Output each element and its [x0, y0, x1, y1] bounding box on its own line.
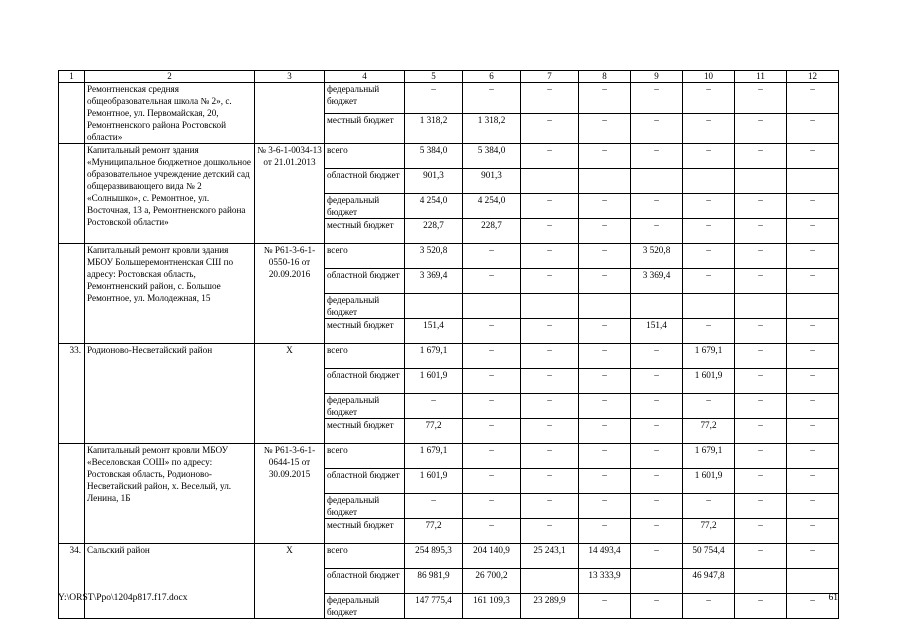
amount-cell: – — [631, 194, 683, 219]
amount-cell: – — [521, 369, 579, 394]
amount-cell: 1 679,1 — [683, 344, 735, 369]
amount-cell: – — [463, 469, 521, 494]
amount-cell: – — [463, 83, 521, 114]
amount-cell: – — [631, 83, 683, 114]
document-number-cell — [255, 83, 325, 144]
amount-cell: 1 601,9 — [405, 369, 463, 394]
amount-cell — [521, 169, 579, 194]
amount-cell: 1 679,1 — [405, 344, 463, 369]
funding-source-cell: местный бюджет — [325, 519, 405, 544]
funding-source-cell: местный бюджет — [325, 319, 405, 344]
amount-cell — [683, 294, 735, 319]
funding-source-cell: областной бюджет — [325, 569, 405, 594]
amount-cell: – — [521, 519, 579, 544]
amount-cell: – — [683, 594, 735, 619]
amount-cell: 14 493,4 — [579, 544, 631, 569]
amount-cell: – — [735, 269, 787, 294]
file-path-footer: Y:\ORST\Ppo\1204p817.f17.docx — [58, 593, 188, 603]
amount-cell: – — [631, 444, 683, 469]
amount-cell: 1 679,1 — [683, 444, 735, 469]
amount-cell: – — [787, 219, 839, 244]
amount-cell: – — [579, 319, 631, 344]
amount-cell — [735, 169, 787, 194]
amount-cell: – — [683, 394, 735, 419]
row-number-cell — [59, 444, 85, 544]
column-number-8: 8 — [579, 71, 631, 83]
amount-cell: – — [683, 194, 735, 219]
amount-cell: – — [521, 194, 579, 219]
funding-source-cell: федеральный бюджет — [325, 594, 405, 619]
amount-cell: – — [787, 419, 839, 444]
funding-source-cell: местный бюджет — [325, 113, 405, 144]
amount-cell — [683, 169, 735, 194]
amount-cell: – — [631, 419, 683, 444]
funding-source-cell: областной бюджет — [325, 269, 405, 294]
amount-cell: – — [579, 594, 631, 619]
amount-cell — [521, 294, 579, 319]
amount-cell: – — [579, 494, 631, 519]
funding-source-cell: местный бюджет — [325, 219, 405, 244]
amount-cell: – — [579, 344, 631, 369]
row-number-cell: 34. — [59, 544, 85, 619]
document-number-cell: № Р61-3-6-1-0644-15 от 30.09.2015 — [255, 444, 325, 544]
amount-cell: – — [521, 113, 579, 144]
funding-source-cell: всего — [325, 244, 405, 269]
object-name-cell: Родионово-Несветайский район — [85, 344, 255, 444]
amount-cell: – — [735, 544, 787, 569]
amount-cell: – — [735, 113, 787, 144]
amount-cell: 151,4 — [631, 319, 683, 344]
amount-cell: – — [735, 594, 787, 619]
amount-cell — [631, 294, 683, 319]
object-name-cell: Капитальный ремонт кровли МБОУ «Веселовская СОШ» по адресу: Ростовская область, Родионово-Несветайский район, х. Веселый, ул. Ленина, 1Б — [85, 444, 255, 544]
column-number-4: 4 — [325, 71, 405, 83]
amount-cell: – — [787, 519, 839, 544]
amount-cell: – — [405, 83, 463, 114]
column-number-1: 1 — [59, 71, 85, 83]
amount-cell: – — [683, 244, 735, 269]
amount-cell: – — [579, 444, 631, 469]
amount-cell: 77,2 — [405, 419, 463, 444]
amount-cell: – — [463, 244, 521, 269]
amount-cell: – — [405, 494, 463, 519]
amount-cell: – — [735, 444, 787, 469]
amount-cell: – — [631, 544, 683, 569]
amount-cell: – — [683, 319, 735, 344]
amount-cell: – — [463, 419, 521, 444]
amount-cell: – — [405, 394, 463, 419]
amount-cell: – — [463, 444, 521, 469]
amount-cell: 50 754,4 — [683, 544, 735, 569]
amount-cell: – — [521, 394, 579, 419]
amount-cell: – — [521, 469, 579, 494]
document-number-cell: Х — [255, 544, 325, 619]
amount-cell: – — [787, 319, 839, 344]
amount-cell: 77,2 — [683, 519, 735, 544]
object-name-cell: Сальский район — [85, 544, 255, 619]
amount-cell: – — [735, 83, 787, 114]
amount-cell — [631, 169, 683, 194]
amount-cell: – — [579, 83, 631, 114]
table-body — [59, 71, 839, 619]
table-row — [59, 344, 839, 369]
column-number-5: 5 — [405, 71, 463, 83]
funding-source-cell: всего — [325, 444, 405, 469]
amount-cell: – — [579, 144, 631, 169]
amount-cell: – — [735, 219, 787, 244]
amount-cell: – — [579, 394, 631, 419]
amount-cell: – — [631, 344, 683, 369]
amount-cell: – — [787, 113, 839, 144]
amount-cell — [579, 169, 631, 194]
amount-cell: – — [521, 269, 579, 294]
amount-cell: – — [631, 113, 683, 144]
funding-source-cell: областной бюджет — [325, 169, 405, 194]
amount-cell: 3 520,8 — [631, 244, 683, 269]
amount-cell: 901,3 — [405, 169, 463, 194]
column-number-row — [59, 71, 839, 83]
row-number-cell — [59, 244, 85, 344]
column-number-6: 6 — [463, 71, 521, 83]
amount-cell: – — [631, 219, 683, 244]
budget-table — [58, 70, 839, 619]
amount-cell: – — [787, 144, 839, 169]
amount-cell: 1 679,1 — [405, 444, 463, 469]
amount-cell — [405, 294, 463, 319]
amount-cell: 1 601,9 — [683, 469, 735, 494]
funding-source-cell: федеральный бюджет — [325, 194, 405, 219]
column-number-12: 12 — [787, 71, 839, 83]
amount-cell: – — [631, 494, 683, 519]
column-number-9: 9 — [631, 71, 683, 83]
amount-cell: – — [787, 194, 839, 219]
amount-cell: – — [787, 544, 839, 569]
funding-source-cell: федеральный бюджет — [325, 83, 405, 114]
amount-cell: – — [521, 83, 579, 114]
funding-source-cell: федеральный бюджет — [325, 494, 405, 519]
amount-cell — [735, 569, 787, 594]
amount-cell: – — [683, 113, 735, 144]
amount-cell: – — [787, 83, 839, 114]
amount-cell: – — [735, 194, 787, 219]
object-name-cell: Капитальный ремонт кровли здания МБОУ Большеремонтненская СШ по адресу: Ростовская область, Ремонтненский район, с. Большое Ремонтное, ул. Молодежная, 15 — [85, 244, 255, 344]
amount-cell: – — [463, 344, 521, 369]
funding-source-cell: всего — [325, 344, 405, 369]
amount-cell — [579, 294, 631, 319]
document-number-cell: Х — [255, 344, 325, 444]
amount-cell: – — [735, 144, 787, 169]
funding-source-cell: областной бюджет — [325, 369, 405, 394]
column-number-7: 7 — [521, 71, 579, 83]
amount-cell: – — [631, 144, 683, 169]
amount-cell: – — [631, 519, 683, 544]
amount-cell: – — [463, 519, 521, 544]
amount-cell: – — [787, 369, 839, 394]
table-row — [59, 244, 839, 269]
amount-cell — [787, 169, 839, 194]
amount-cell: 228,7 — [405, 219, 463, 244]
amount-cell: – — [579, 269, 631, 294]
funding-source-cell: федеральный бюджет — [325, 294, 405, 319]
amount-cell: – — [631, 469, 683, 494]
amount-cell: – — [579, 113, 631, 144]
table-row — [59, 83, 839, 114]
amount-cell — [787, 569, 839, 594]
column-number-11: 11 — [735, 71, 787, 83]
row-number-cell — [59, 83, 85, 144]
object-name-cell: Ремонтненская средняя общеобразовательная школа № 2», с. Ремонтное, ул. Первомайская, 20, Ремонтненского района Ростовской области» — [85, 83, 255, 144]
amount-cell: 26 700,2 — [463, 569, 521, 594]
amount-cell — [631, 569, 683, 594]
amount-cell: 204 140,9 — [463, 544, 521, 569]
amount-cell: – — [735, 494, 787, 519]
amount-cell: – — [631, 594, 683, 619]
amount-cell: – — [521, 219, 579, 244]
funding-source-cell: всего — [325, 144, 405, 169]
amount-cell: – — [735, 319, 787, 344]
amount-cell: – — [735, 369, 787, 394]
amount-cell: – — [787, 444, 839, 469]
amount-cell: 3 520,8 — [405, 244, 463, 269]
amount-cell — [521, 569, 579, 594]
amount-cell — [787, 294, 839, 319]
amount-cell: 1 601,9 — [683, 369, 735, 394]
amount-cell: 77,2 — [405, 519, 463, 544]
document-number-cell: № 3-6-1-0034-13 от 21.01.2013 — [255, 144, 325, 244]
amount-cell: – — [579, 194, 631, 219]
funding-source-cell: местный бюджет — [325, 419, 405, 444]
amount-cell: – — [787, 244, 839, 269]
amount-cell: – — [631, 394, 683, 419]
amount-cell: 86 981,9 — [405, 569, 463, 594]
table-row — [59, 144, 839, 169]
amount-cell: – — [521, 319, 579, 344]
amount-cell: 25 243,1 — [521, 544, 579, 569]
column-number-3: 3 — [255, 71, 325, 83]
amount-cell — [735, 294, 787, 319]
amount-cell: 1 601,9 — [405, 469, 463, 494]
row-number-cell — [59, 144, 85, 244]
amount-cell: 254 895,3 — [405, 544, 463, 569]
amount-cell: 3 369,4 — [405, 269, 463, 294]
amount-cell: – — [631, 369, 683, 394]
amount-cell — [463, 294, 521, 319]
amount-cell: 23 289,9 — [521, 594, 579, 619]
amount-cell: – — [735, 519, 787, 544]
amount-cell: – — [787, 394, 839, 419]
amount-cell: – — [579, 419, 631, 444]
amount-cell: – — [683, 269, 735, 294]
amount-cell: – — [787, 269, 839, 294]
page-number: 61 — [828, 593, 838, 603]
amount-cell: 5 384,0 — [405, 144, 463, 169]
amount-cell: 147 775,4 — [405, 594, 463, 619]
amount-cell: – — [579, 519, 631, 544]
amount-cell: 13 333,9 — [579, 569, 631, 594]
funding-source-cell: областной бюджет — [325, 469, 405, 494]
amount-cell: – — [579, 219, 631, 244]
amount-cell: – — [579, 244, 631, 269]
amount-cell: – — [683, 144, 735, 169]
amount-cell: – — [521, 444, 579, 469]
column-number-10: 10 — [683, 71, 735, 83]
document-number-cell: № Р61-3-6-1-0550-16 от 20.09.2016 — [255, 244, 325, 344]
amount-cell: – — [735, 419, 787, 444]
amount-cell: 4 254,0 — [405, 194, 463, 219]
object-name-cell: Капитальный ремонт здания «Муниципальное бюджетное дошкольное образовательное учреждение детский сад общеразвивающего вида № 2 «Солнышко», с. Ремонтное, ул. Восточная, 13 а, Ремонтненского района Ростовской области» — [85, 144, 255, 244]
row-number-cell: 33. — [59, 344, 85, 444]
amount-cell: 3 369,4 — [631, 269, 683, 294]
amount-cell: – — [735, 344, 787, 369]
amount-cell: – — [463, 369, 521, 394]
amount-cell: 46 947,8 — [683, 569, 735, 594]
amount-cell: 151,4 — [405, 319, 463, 344]
amount-cell: – — [735, 394, 787, 419]
amount-cell: – — [521, 419, 579, 444]
amount-cell: 1 318,2 — [405, 113, 463, 144]
amount-cell: – — [521, 494, 579, 519]
table-row — [59, 444, 839, 469]
amount-cell: – — [463, 319, 521, 344]
amount-cell: – — [521, 244, 579, 269]
amount-cell: – — [521, 144, 579, 169]
amount-cell: – — [787, 469, 839, 494]
amount-cell: – — [735, 244, 787, 269]
amount-cell: – — [463, 269, 521, 294]
amount-cell: – — [683, 83, 735, 114]
funding-source-cell: федеральный бюджет — [325, 394, 405, 419]
amount-cell: – — [579, 469, 631, 494]
amount-cell: – — [787, 594, 839, 619]
amount-cell: – — [787, 344, 839, 369]
amount-cell: 901,3 — [463, 169, 521, 194]
table-row — [59, 544, 839, 569]
funding-source-cell: всего — [325, 544, 405, 569]
amount-cell: – — [683, 219, 735, 244]
amount-cell: 77,2 — [683, 419, 735, 444]
amount-cell: – — [683, 494, 735, 519]
amount-cell: 1 318,2 — [463, 113, 521, 144]
amount-cell: – — [579, 369, 631, 394]
amount-cell: – — [735, 469, 787, 494]
column-number-2: 2 — [85, 71, 255, 83]
amount-cell: 228,7 — [463, 219, 521, 244]
amount-cell: 4 254,0 — [463, 194, 521, 219]
amount-cell: – — [463, 394, 521, 419]
amount-cell: 5 384,0 — [463, 144, 521, 169]
amount-cell: – — [463, 494, 521, 519]
amount-cell: 161 109,3 — [463, 594, 521, 619]
amount-cell: – — [787, 494, 839, 519]
amount-cell: – — [521, 344, 579, 369]
